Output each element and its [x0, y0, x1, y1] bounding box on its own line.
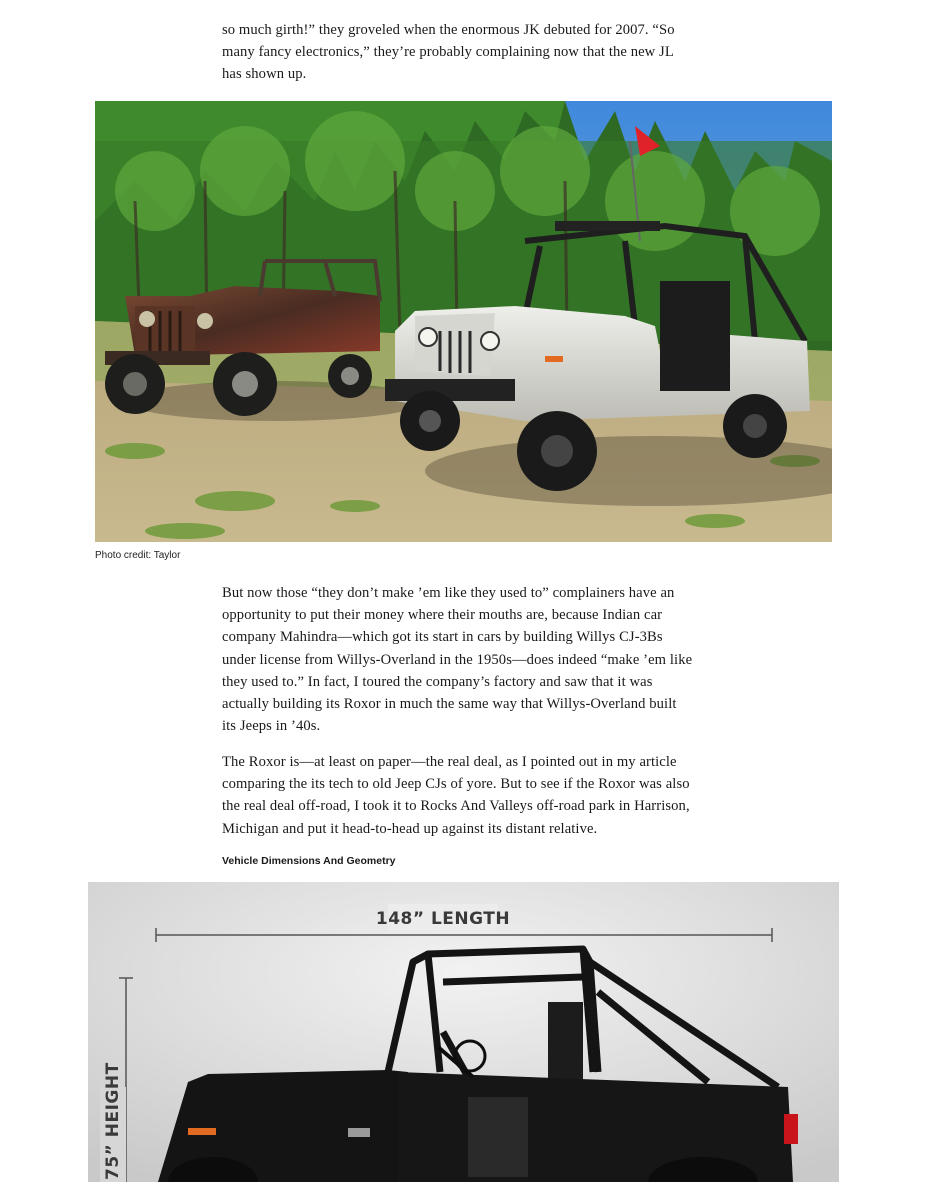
text-line: But now those “they don’t make ’em like they used to” complainers have an: [222, 585, 675, 601]
text-line: many fancy electronics,” they’re probably complaining now that the new JL: [222, 44, 674, 61]
text-line: company Mahindra—which got its start in cars by building Willys CJ-3Bs: [222, 629, 663, 646]
photo-caption: Photo credit: Taylor: [95, 550, 181, 561]
intro-paragraph: [222, 19, 712, 86]
text-line: The Roxor is—at least on paper—the real deal, as I pointed out in my article: [222, 754, 677, 770]
text-line: comparing the its tech to old Jeep CJs of yore. But to see if the Roxor was also: [222, 776, 690, 793]
text-line: opportunity to put their money where their mouths are, because Indian car: [222, 607, 663, 624]
text-line: they used to.” In fact, I toured the company’s factory and saw that it was: [222, 673, 653, 690]
text-line: the real deal off-road, I took it to Rocks And Valleys off-road park in Harrison,: [222, 798, 690, 815]
section-subhead: Vehicle Dimensions And Geometry: [222, 855, 396, 867]
text-line: its Jeeps in ’40s.: [222, 718, 321, 735]
body-paragraph: [222, 582, 712, 737]
length-label: 148” LENGTH: [375, 909, 511, 929]
text-line: so much girth!” they groveled when the enormous JK debuted for 2007. “So: [222, 22, 675, 38]
body-paragraph: [222, 751, 712, 840]
photo-two-jeeps: [95, 101, 832, 542]
photo-vehicle-dimensions: [88, 882, 839, 1182]
text-line: under license from Willys-Overland in the 1950s—does indeed “make ’em like: [222, 651, 693, 668]
text-line: has shown up.: [222, 66, 307, 83]
height-label: 75” HEIGHT: [103, 1062, 123, 1180]
text-line: Michigan and put it head-to-head up against its distant relative.: [222, 820, 598, 837]
text-line: actually building its Roxor in much the same way that Willys-Overland built: [222, 696, 677, 713]
